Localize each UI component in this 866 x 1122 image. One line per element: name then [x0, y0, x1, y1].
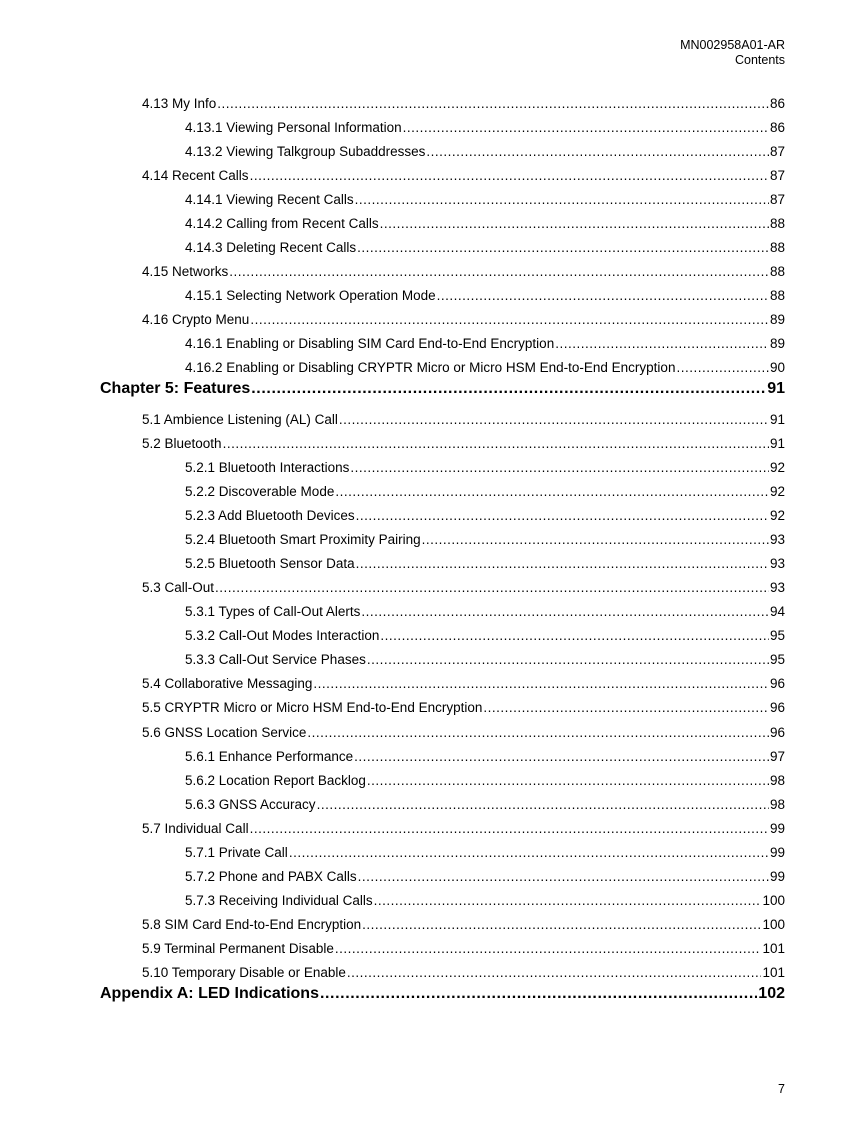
toc-entry-page: 102 — [758, 985, 785, 1002]
toc-entry-title: 4.15 Networks — [142, 264, 229, 279]
toc-dot-leader — [317, 797, 769, 812]
toc-dot-leader — [357, 240, 769, 255]
toc-entry-page: 93 — [769, 580, 785, 595]
toc-dot-leader — [356, 508, 769, 523]
toc-entry-page: 91 — [769, 412, 785, 427]
toc-entry[interactable] — [185, 628, 785, 643]
toc-entry[interactable] — [142, 580, 785, 595]
toc-entry-title: 5.2.2 Discoverable Mode — [185, 484, 335, 499]
toc-entry[interactable] — [185, 120, 785, 135]
toc-entry-title: 5.1 Ambience Listening (AL) Call — [142, 412, 338, 427]
toc-entry-title: 4.13 My Info — [142, 96, 217, 111]
toc-dot-leader — [250, 168, 769, 183]
toc-entry-title: 4.15.1 Selecting Network Operation Mode — [185, 288, 436, 303]
toc-entry[interactable] — [142, 965, 785, 980]
toc-entry-page: 96 — [769, 725, 785, 740]
toc-dot-leader — [367, 652, 769, 667]
toc-entry-title: 5.7 Individual Call — [142, 821, 249, 836]
toc-entry-page: 100 — [762, 893, 785, 908]
toc-entry-page: 92 — [769, 460, 785, 475]
toc-dot-leader — [347, 965, 762, 980]
toc-entry-title: 5.3.2 Call-Out Modes Interaction — [185, 628, 380, 643]
toc-entry-page: 88 — [769, 216, 785, 231]
toc-entry-title: 5.7.3 Receiving Individual Calls — [185, 893, 373, 908]
section-title: Contents — [734, 53, 785, 67]
toc-entry-page: 96 — [769, 676, 785, 691]
toc-dot-leader — [289, 845, 769, 860]
toc-entry-title: 5.2.1 Bluetooth Interactions — [185, 460, 350, 475]
toc-entry-page: 100 — [762, 917, 785, 932]
toc-entry[interactable] — [185, 556, 785, 571]
toc-dot-leader — [437, 288, 769, 303]
toc-entry-page: 87 — [769, 144, 785, 159]
toc-entry-page: 88 — [769, 240, 785, 255]
toc-dot-leader — [362, 917, 761, 932]
toc-entry-page: 97 — [769, 749, 785, 764]
toc-entry-title: 5.6.3 GNSS Accuracy — [185, 797, 316, 812]
toc-dot-leader — [422, 532, 769, 547]
toc-dot-leader — [380, 216, 769, 231]
toc-entry-page: 99 — [769, 869, 785, 884]
toc-dot-leader — [380, 628, 769, 643]
toc-entry-title: 5.5 CRYPTR Micro or Micro HSM End-to-End Encryption — [142, 700, 483, 715]
toc-entry[interactable] — [142, 917, 785, 932]
toc-entry-page: 93 — [769, 556, 785, 571]
toc-entry-page: 86 — [769, 120, 785, 135]
toc-entry-page: 87 — [769, 168, 785, 183]
page-header — [680, 38, 785, 68]
toc-entry-page: 94 — [769, 604, 785, 619]
toc-entry-title: 5.3.3 Call-Out Service Phases — [185, 652, 366, 667]
toc-entry-title: 5.10 Temporary Disable or Enable — [142, 965, 346, 980]
toc-dot-leader — [354, 749, 769, 764]
toc-chapter-entry[interactable] — [100, 985, 785, 1003]
toc-entry-page: 101 — [762, 965, 785, 980]
toc-dot-leader — [676, 360, 769, 375]
toc-entry-page: 99 — [769, 845, 785, 860]
toc-entry-page: 87 — [769, 192, 785, 207]
toc-dot-leader — [251, 380, 766, 398]
toc-entry-page: 88 — [769, 264, 785, 279]
toc-entry-page: 93 — [769, 532, 785, 547]
toc-entry[interactable] — [185, 460, 785, 475]
toc-dot-leader — [307, 725, 769, 740]
toc-entry[interactable] — [185, 240, 785, 255]
toc-entry[interactable] — [185, 484, 785, 499]
toc-entry-title: 4.16.1 Enabling or Disabling SIM Card End-to-End Encryption — [185, 336, 555, 351]
toc-dot-leader — [313, 676, 769, 691]
toc-entry-page: 96 — [769, 700, 785, 715]
toc-entry-title: 4.14.3 Deleting Recent Calls — [185, 240, 357, 255]
toc-entry-page: 89 — [769, 336, 785, 351]
toc-dot-leader — [339, 412, 769, 427]
toc-entry-title: 5.6.2 Location Report Backlog — [185, 773, 366, 788]
toc-entry[interactable] — [185, 797, 785, 812]
toc-entry[interactable] — [142, 941, 785, 956]
toc-entry-page: 95 — [769, 652, 785, 667]
page-number: 7 — [778, 1082, 785, 1096]
toc-dot-leader — [361, 604, 769, 619]
toc-entry-page: 86 — [769, 96, 785, 111]
toc-dot-leader — [483, 700, 769, 715]
toc-entry[interactable] — [142, 700, 785, 715]
toc-entry[interactable] — [142, 168, 785, 183]
toc-dot-leader — [374, 893, 762, 908]
toc-entry-page: 88 — [769, 288, 785, 303]
toc-dot-leader — [356, 556, 769, 571]
toc-entry-title: 5.7.2 Phone and PABX Calls — [185, 869, 357, 884]
toc-entry-title: 5.6 GNSS Location Service — [142, 725, 307, 740]
toc-entry-page: 92 — [769, 484, 785, 499]
toc-dot-leader — [250, 312, 769, 327]
toc-entry[interactable] — [142, 821, 785, 836]
toc-dot-leader — [335, 484, 769, 499]
toc-entry-title: 5.2.5 Bluetooth Sensor Data — [185, 556, 355, 571]
toc-dot-leader — [217, 96, 769, 111]
toc-entry[interactable] — [185, 216, 785, 231]
toc-entry[interactable] — [142, 412, 785, 427]
toc-entry[interactable] — [142, 96, 785, 111]
toc-dot-leader — [403, 120, 769, 135]
toc-entry[interactable] — [185, 869, 785, 884]
toc-entry-title: Appendix A: LED Indications — [100, 985, 319, 1002]
toc-entry-title: 4.13.1 Viewing Personal Information — [185, 120, 402, 135]
toc-entry-title: 5.7.1 Private Call — [185, 845, 288, 860]
toc-entry[interactable] — [185, 336, 785, 351]
toc-entry-title: 4.13.2 Viewing Talkgroup Subaddresses — [185, 144, 426, 159]
toc-dot-leader — [223, 436, 769, 451]
toc-chapter-entry[interactable] — [100, 380, 785, 398]
toc-entry[interactable] — [185, 192, 785, 207]
toc-entry-title: 5.8 SIM Card End-to-End Encryption — [142, 917, 362, 932]
toc-dot-leader — [426, 144, 769, 159]
toc-entry-title: 5.3 Call-Out — [142, 580, 215, 595]
toc-dot-leader — [358, 869, 769, 884]
toc-entry-title: 5.2.4 Bluetooth Smart Proximity Pairing — [185, 532, 421, 547]
toc-entry-title: 5.9 Terminal Permanent Disable — [142, 941, 334, 956]
toc-entry-page: 91 — [767, 380, 785, 397]
toc-entry[interactable] — [142, 676, 785, 691]
toc-entry[interactable] — [185, 288, 785, 303]
toc-entry-title: 4.14.1 Viewing Recent Calls — [185, 192, 354, 207]
toc-entry[interactable] — [185, 893, 785, 908]
toc-entry[interactable] — [185, 773, 785, 788]
toc-entry-title: 4.16.2 Enabling or Disabling CRYPTR Micro or Micro HSM End-to-End Encryption — [185, 360, 676, 375]
toc-entry[interactable] — [185, 360, 785, 375]
toc-entry[interactable] — [185, 532, 785, 547]
toc-dot-leader — [215, 580, 769, 595]
toc-entry[interactable] — [142, 725, 785, 740]
toc-entry-page: 99 — [769, 821, 785, 836]
toc-dot-leader — [320, 985, 757, 1003]
toc-dot-leader — [367, 773, 769, 788]
toc-dot-leader — [555, 336, 769, 351]
toc-entry-page: 89 — [769, 312, 785, 327]
toc-entry-title: 5.6.1 Enhance Performance — [185, 749, 354, 764]
toc-entry-page: 101 — [762, 941, 785, 956]
toc-entry[interactable] — [142, 312, 785, 327]
toc-entry-title: 4.16 Crypto Menu — [142, 312, 250, 327]
toc-entry[interactable] — [185, 749, 785, 764]
toc-entry-title: 5.2 Bluetooth — [142, 436, 222, 451]
toc-entry[interactable] — [185, 508, 785, 523]
toc-entry-title: 4.14 Recent Calls — [142, 168, 249, 183]
toc-entry[interactable] — [185, 604, 785, 619]
toc-dot-leader — [335, 941, 762, 956]
toc-entry-page: 90 — [769, 360, 785, 375]
document-id: MN002958A01-AR — [680, 38, 785, 52]
toc-entry-title: 5.2.3 Add Bluetooth Devices — [185, 508, 355, 523]
toc-entry-page: 95 — [769, 628, 785, 643]
toc-dot-leader — [229, 264, 769, 279]
toc-entry-title: 4.14.2 Calling from Recent Calls — [185, 216, 379, 231]
toc-entry[interactable] — [185, 652, 785, 667]
toc-entry-page: 98 — [769, 773, 785, 788]
toc-dot-leader — [250, 821, 769, 836]
toc-entry-page: 98 — [769, 797, 785, 812]
toc-entry-title: Chapter 5: Features — [100, 380, 251, 397]
toc-dot-leader — [350, 460, 769, 475]
toc-entry-title: 5.4 Collaborative Messaging — [142, 676, 313, 691]
toc-entry[interactable] — [185, 845, 785, 860]
toc-entry-page: 92 — [769, 508, 785, 523]
toc-dot-leader — [355, 192, 769, 207]
toc-entry-page: 91 — [769, 436, 785, 451]
toc-entry[interactable] — [185, 144, 785, 159]
toc-entry[interactable] — [142, 264, 785, 279]
toc-entry[interactable] — [142, 436, 785, 451]
toc-entry-title: 5.3.1 Types of Call-Out Alerts — [185, 604, 361, 619]
